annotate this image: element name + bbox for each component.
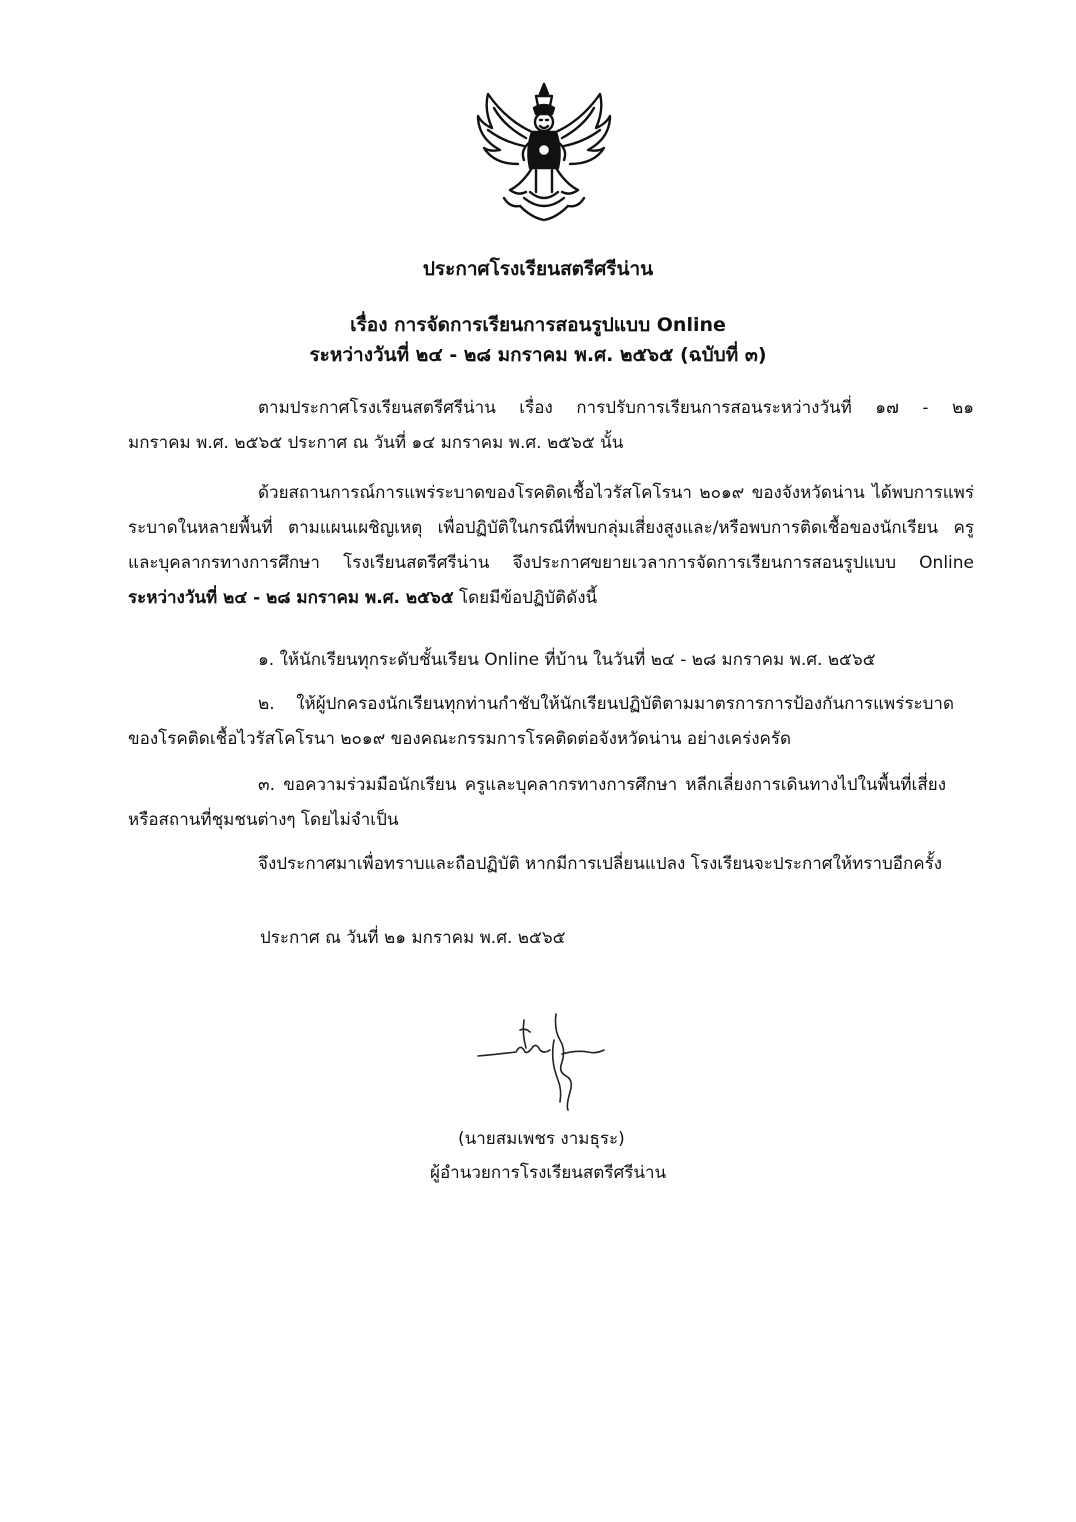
signatory-name: (นายสมเพชร งามธุระ) [458, 1129, 625, 1149]
item-3-line-2: หรือสถานที่ชุมชนต่างๆ โดยไม่จำเป็น [128, 810, 399, 830]
paragraph-1-line-1: ตามประกาศโรงเรียนสตรีศรีน่าน เรื่อง การปรับการเรียนการสอนระหว่างวันที่ ๑๗ - ๒๑ [258, 398, 974, 418]
paragraph-2-line-4-rest: โดยมีข้อปฏิบัติดังนี้ [453, 588, 598, 608]
paragraph-2-line-1: ด้วยสถานการณ์การแพร่ระบาดของโรคติดเชื้อไวรัสโคโรนา ๒๐๑๙ ของจังหวัดน่าน ได้พบการแพร่ [258, 483, 974, 503]
announcement-subject: เรื่อง การจัดการเรียนการสอนรูปแบบ Online [350, 314, 726, 336]
signature-image [470, 1010, 620, 1115]
paragraph-1-line-2: มกราคม พ.ศ. ๒๕๖๕ ประกาศ ณ วันที่ ๑๔ มกราคม พ.ศ. ๒๕๖๕ นั้น [128, 433, 624, 453]
signatory-position: ผู้อำนวยการโรงเรียนสตรีศรีน่าน [430, 1163, 667, 1183]
announcement-title: ประกาศโรงเรียนสตรีศรีน่าน [422, 258, 654, 280]
announcement-date: ประกาศ ณ วันที่ ๒๑ มกราคม พ.ศ. ๒๕๖๕ [260, 928, 566, 948]
period-emphasis: ระหว่างวันที่ ๒๔ - ๒๘ มกราคม พ.ศ. ๒๕๖๕ [128, 588, 454, 608]
item-2-line-2: ของโรคติดเชื้อไวรัสโคโรนา ๒๐๑๙ ของคณะกรรมการโรคติดต่อจังหวัดน่าน อย่างเคร่งครัด [128, 729, 792, 749]
garuda-emblem-icon [470, 80, 618, 228]
item-2-line-1: ๒. ให้ผู้ปกครองนักเรียนทุกท่านกำชับให้นักเรียนปฏิบัติตามมาตรการการป้องกันการแพร่ระบาด [258, 694, 954, 714]
announcement-period: ระหว่างวันที่ ๒๔ - ๒๘ มกราคม พ.ศ. ๒๕๖๕ (ฉบับที่ ๓) [309, 344, 767, 366]
item-3-line-1: ๓. ขอความร่วมมือนักเรียน ครูและบุคลากรทางการศึกษา หลีกเลี่ยงการเดินทางไปในพื้นที่เสี่ยง [258, 775, 946, 795]
paragraph-2-line-4 [128, 586, 597, 610]
paragraph-2-line-3: และบุคลากรทางการศึกษา โรงเรียนสตรีศรีน่าน จึงประกาศขยายเวลาการจัดการเรียนการสอนรูปแบบ Online [128, 553, 974, 573]
closing-statement: จึงประกาศมาเพื่อทราบและถือปฏิบัติ หากมีการเปลี่ยนแปลง โรงเรียนจะประกาศให้ทราบอีกครั้ง [258, 854, 943, 874]
paragraph-2-line-2: ระบาดในหลายพื้นที่ ตามแผนเผชิญเหตุ เพื่อปฏิบัติในกรณีที่พบกลุ่มเสี่ยงสูงและ/หรือพบการติดเชื้อของนักเรียน ครู [128, 518, 974, 538]
item-1: ๑. ให้นักเรียนทุกระดับชั้นเรียน Online ที่บ้าน ในวันที่ ๒๔ - ๒๘ มกราคม พ.ศ. ๒๕๖๕ [258, 650, 876, 670]
